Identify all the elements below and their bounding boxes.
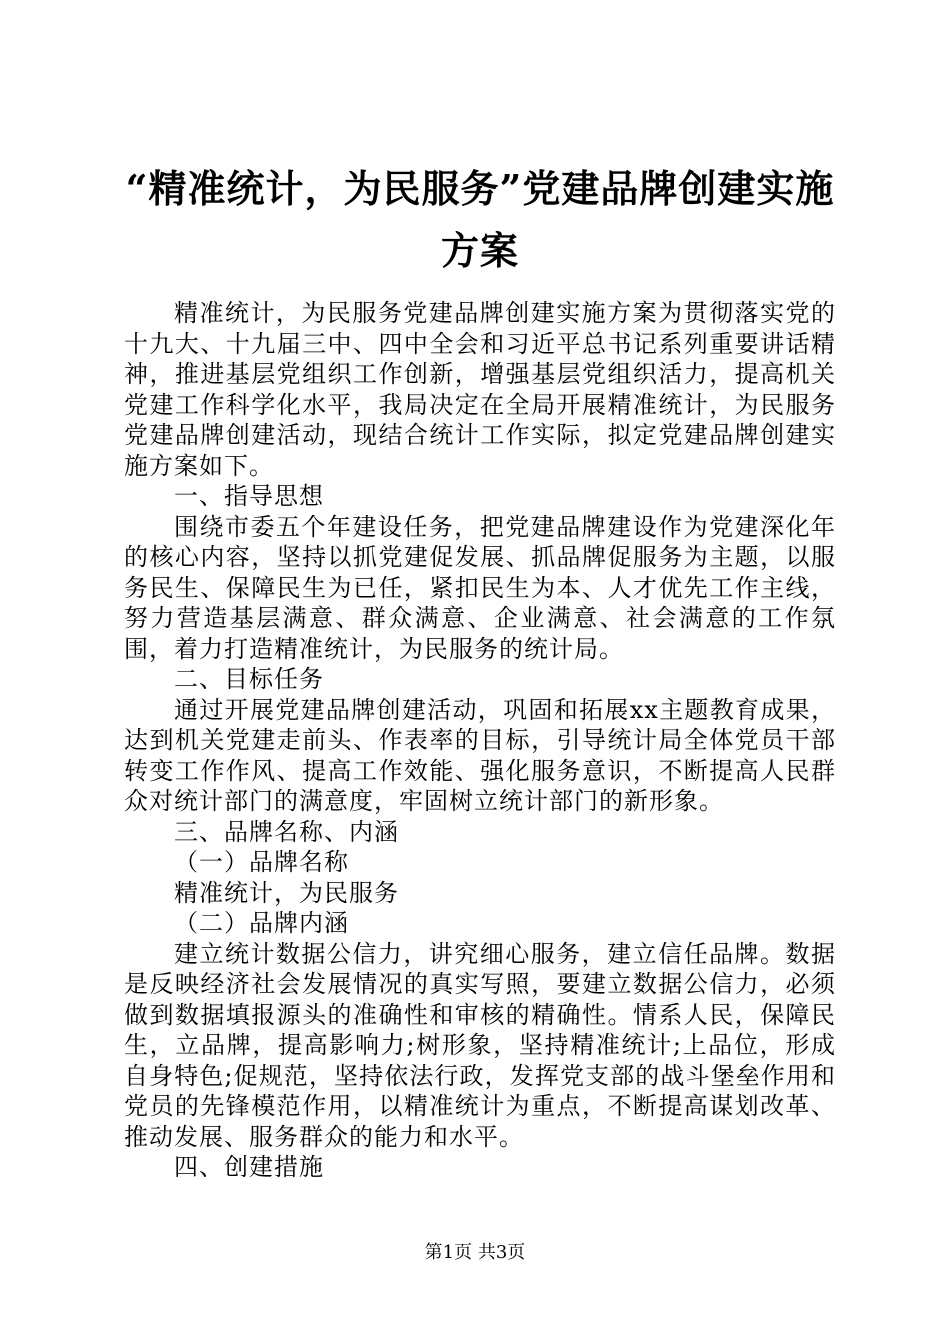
document-title: “精准统计，为民服务”党建品牌创建实施方案	[125, 166, 835, 273]
page-footer: 第1页 共3页	[424, 1242, 526, 1263]
section-heading-measures: 四、创建措施	[174, 1153, 324, 1181]
intro-paragraph: 精准统计，为民服务党建品牌创建实施方案为贯彻落实党的十九大、十九届三中、四中全会和习近平总书记系列重要讲话精神，推进基层党组织工作创新，增强基层党组织活力，提高机关党建工作科学化水平，我局决定在全局开展精准统计，为民服务党建品牌创建活动，现结合统计工作实际，拟定党建品牌创建实施方案如下。	[124, 299, 836, 480]
brand-name-text: 精准统计，为民服务	[174, 878, 399, 907]
section-heading-goals: 二、目标任务	[174, 665, 324, 693]
brand-meaning-paragraph: 建立统计数据公信力，讲究细心服务，建立信任品牌。数据是反映经济社会发展情况的真实写照，要建立数据公信力，必须做到数据填报源头的准确性和审核的精确性。情系人民，保障民生，立品牌，提高影响力;树形象，坚持精准统计;上品位，形成自身特色;促规范，坚持依法行政，发挥党支部的战斗堡垒作用和党员的先锋模范作用，以精准统计为重点，不断提高谋划改革、推动发展、服务群众的能力和水平。	[124, 939, 836, 1151]
subheading-brand-name: （一）品牌名称	[174, 848, 349, 876]
goals-paragraph: 通过开展党建品牌创建活动，巩固和拓展xx主题教育成果，达到机关党建走前头、作表率的目标，引导统计局全体党员干部转变工作作风、提高工作效能、强化服务意识，不断提高人民群众对统计部门的满意度，牢固树立统计部门的新形象。	[124, 695, 836, 815]
section-heading-brand: 三、品牌名称、内涵	[174, 817, 399, 846]
subheading-brand-meaning: （二）品牌内涵	[174, 909, 349, 937]
document-body	[124, 298, 836, 1183]
section-heading-guiding-thought: 一、指导思想	[174, 482, 324, 510]
guiding-thought-paragraph: 围绕市委五个年建设任务，把党建品牌建设作为党建深化年的核心内容，坚持以抓党建促发展、抓品牌促服务为主题，以服务民生、保障民生为已任，紧扣民生为本、人才优先工作主线，努力营造基层满意、群众满意、企业满意、社会满意的工作氛围，着力打造精准统计，为民服务的统计局。	[124, 512, 836, 663]
